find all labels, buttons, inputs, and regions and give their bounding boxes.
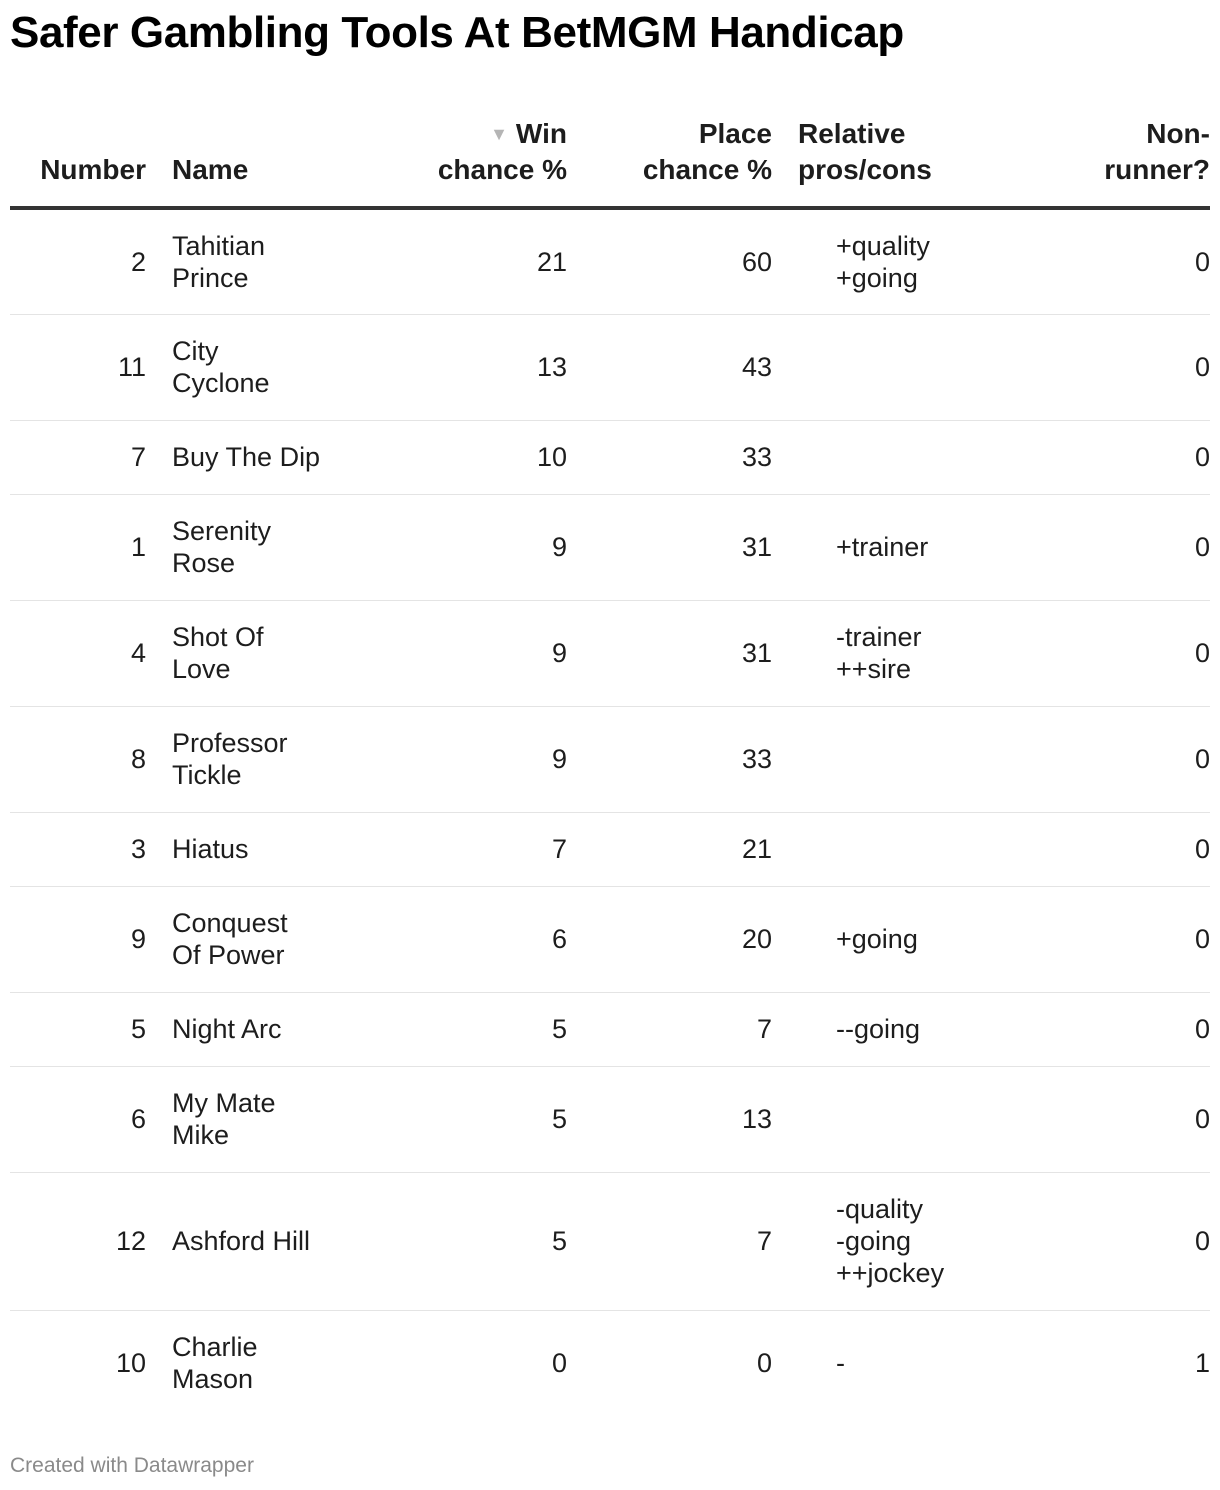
number-value: 10 — [115, 1348, 146, 1379]
cell-number — [10, 1310, 146, 1416]
name-line: Love — [172, 654, 231, 684]
cell-pros — [772, 600, 1022, 706]
cell-win — [370, 600, 567, 706]
cell-pros — [772, 314, 1022, 420]
cell-number — [10, 706, 146, 812]
cell-win — [370, 992, 567, 1066]
cell-nonrunner — [1022, 886, 1210, 992]
place-value: 7 — [756, 1226, 772, 1256]
cell-win — [370, 208, 567, 314]
cell-nonrunner — [1022, 600, 1210, 706]
cell-name — [146, 208, 370, 314]
column-header-place-line-2: chance % — [642, 154, 772, 185]
name-line: Buy The Dip — [172, 442, 321, 472]
column-header-win[interactable] — [370, 106, 567, 208]
win-value: 9 — [551, 532, 567, 562]
number-value: 3 — [130, 834, 146, 864]
win-value: 10 — [536, 442, 567, 472]
win-value: 5 — [551, 1226, 567, 1256]
place-value: 21 — [741, 834, 772, 864]
table-row — [10, 992, 1210, 1066]
table-row — [10, 1066, 1210, 1172]
cell-place — [567, 600, 772, 706]
nonrunner-value: 0 — [1194, 1226, 1210, 1256]
cell-number — [10, 1172, 146, 1310]
name-line: Shot Of — [172, 622, 264, 652]
cell-win — [370, 1066, 567, 1172]
place-value: 13 — [741, 1104, 772, 1134]
cell-name — [146, 992, 370, 1066]
nonrunner-value: 1 — [1194, 1348, 1210, 1379]
cell-name — [146, 314, 370, 420]
nonrunner-value: 0 — [1194, 834, 1210, 864]
column-header-place[interactable] — [567, 106, 772, 208]
win-value: 6 — [551, 924, 567, 954]
win-value: 9 — [551, 744, 567, 774]
cell-name — [146, 706, 370, 812]
number-value: 1 — [130, 532, 146, 562]
table-row — [10, 314, 1210, 420]
nonrunner-value: 0 — [1194, 1014, 1210, 1044]
column-header-place-line-1: Place — [698, 118, 772, 149]
win-value: 7 — [551, 834, 567, 864]
cell-place — [567, 992, 772, 1066]
cell-win — [370, 420, 567, 494]
table-row — [10, 420, 1210, 494]
cell-pros — [772, 706, 1022, 812]
cell-number — [10, 992, 146, 1066]
cell-place — [567, 208, 772, 314]
cell-win — [370, 886, 567, 992]
cell-win — [370, 812, 567, 886]
name-line: Tickle — [172, 760, 242, 790]
cell-place — [567, 812, 772, 886]
cell-number — [10, 208, 146, 314]
pros-line: --going — [836, 1014, 921, 1044]
cell-place — [567, 1066, 772, 1172]
nonrunner-value: 0 — [1194, 352, 1210, 382]
place-value: 33 — [741, 442, 772, 472]
column-header-win-line-1: Win — [515, 118, 567, 149]
pros-line: +trainer — [836, 532, 929, 562]
nonrunner-value: 0 — [1194, 1104, 1210, 1134]
cell-pros — [772, 494, 1022, 600]
cell-number — [10, 420, 146, 494]
cell-number — [10, 812, 146, 886]
cell-number — [10, 1066, 146, 1172]
number-value: 8 — [130, 744, 146, 774]
cell-name — [146, 1310, 370, 1416]
place-value: 60 — [741, 246, 772, 277]
column-header-pros-line-1: Relative — [798, 118, 906, 149]
pros-line: -going — [836, 1226, 912, 1256]
cell-number — [10, 494, 146, 600]
cell-nonrunner — [1022, 1172, 1210, 1310]
table-row — [10, 600, 1210, 706]
name-line: Ashford Hill — [172, 1226, 311, 1256]
cell-pros — [772, 208, 1022, 314]
cell-win — [370, 1310, 567, 1416]
column-header-name-line-1: Name — [172, 154, 249, 185]
table-header-row — [10, 106, 1210, 208]
table-row — [10, 886, 1210, 992]
cell-pros — [772, 420, 1022, 494]
cell-pros — [772, 886, 1022, 992]
nonrunner-value: 0 — [1194, 924, 1210, 954]
win-value: 5 — [551, 1014, 567, 1044]
name-line: Tahitian — [172, 230, 266, 261]
table-row — [10, 494, 1210, 600]
cell-place — [567, 494, 772, 600]
column-header-number-line-1: Number — [40, 154, 146, 185]
name-line: Conquest — [172, 908, 288, 938]
cell-place — [567, 706, 772, 812]
name-line: Hiatus — [172, 834, 249, 864]
cell-nonrunner — [1022, 706, 1210, 812]
cell-nonrunner — [1022, 314, 1210, 420]
cell-nonrunner — [1022, 494, 1210, 600]
name-line: Cyclone — [172, 368, 270, 398]
nonrunner-value: 0 — [1194, 638, 1210, 668]
pros-line: ++jockey — [836, 1258, 945, 1288]
pros-line: - — [836, 1348, 845, 1379]
cell-nonrunner — [1022, 992, 1210, 1066]
name-line: City — [172, 336, 219, 366]
column-header-win-line-2: chance % — [437, 154, 567, 185]
cell-place — [567, 314, 772, 420]
cell-place — [567, 886, 772, 992]
data-table — [10, 106, 1210, 1416]
cell-name — [146, 812, 370, 886]
place-value: 33 — [741, 744, 772, 774]
pros-line: -quality — [836, 1194, 924, 1224]
nonrunner-value: 0 — [1194, 744, 1210, 774]
cell-number — [10, 886, 146, 992]
column-header-name[interactable] — [146, 106, 370, 208]
win-value: 13 — [536, 352, 567, 382]
cell-nonrunner — [1022, 1310, 1210, 1416]
column-header-pros[interactable] — [772, 106, 1022, 208]
cell-nonrunner — [1022, 208, 1210, 314]
cell-win — [370, 494, 567, 600]
number-value: 7 — [130, 442, 146, 472]
cell-place — [567, 420, 772, 494]
name-line: Prince — [172, 262, 249, 293]
sort-descending-icon[interactable]: ▼ — [490, 124, 508, 144]
cell-name — [146, 886, 370, 992]
name-line: Mike — [172, 1120, 230, 1150]
place-value: 31 — [741, 532, 772, 562]
cell-pros — [772, 812, 1022, 886]
table-body — [10, 208, 1210, 1416]
table-row — [10, 812, 1210, 886]
column-header-number[interactable] — [10, 106, 146, 208]
name-line: Charlie — [172, 1332, 258, 1363]
nonrunner-value: 0 — [1194, 532, 1210, 562]
table-row — [10, 706, 1210, 812]
cell-pros — [772, 992, 1022, 1066]
cell-win — [370, 314, 567, 420]
nonrunner-value: 0 — [1194, 246, 1210, 277]
number-value: 9 — [130, 924, 146, 954]
number-value: 6 — [130, 1104, 146, 1134]
name-line: My Mate — [172, 1088, 276, 1118]
cell-pros — [772, 1172, 1022, 1310]
table-row — [10, 1310, 1210, 1416]
footer-credit[interactable]: Created with Datawrapper — [10, 1454, 254, 1477]
win-value: 21 — [536, 246, 567, 277]
cell-number — [10, 314, 146, 420]
place-value: 31 — [741, 638, 772, 668]
table-row — [10, 208, 1210, 314]
cell-name — [146, 1066, 370, 1172]
number-value: 11 — [117, 352, 146, 382]
number-value: 4 — [130, 638, 146, 668]
name-line: Professor — [172, 728, 288, 758]
cell-win — [370, 1172, 567, 1310]
cell-pros — [772, 1310, 1022, 1416]
pros-line: +going — [836, 262, 918, 293]
cell-number — [10, 600, 146, 706]
name-line: Rose — [172, 548, 236, 578]
cell-name — [146, 420, 370, 494]
cell-nonrunner — [1022, 812, 1210, 886]
number-value: 5 — [130, 1014, 146, 1044]
column-header-pros-line-2: pros/cons — [798, 154, 932, 185]
cell-name — [146, 494, 370, 600]
chart-title: Safer Gambling Tools At BetMGM Handicap — [10, 8, 904, 57]
pros-line: ++sire — [836, 654, 912, 684]
name-line: Of Power — [172, 940, 285, 970]
place-value: 0 — [756, 1348, 772, 1379]
column-header-nonrunner[interactable] — [1022, 106, 1210, 208]
pros-line: +going — [836, 924, 918, 954]
cell-nonrunner — [1022, 1066, 1210, 1172]
column-header-nonrunner-line-1: Non- — [1146, 118, 1210, 149]
place-value: 20 — [741, 924, 772, 954]
cell-place — [567, 1310, 772, 1416]
cell-win — [370, 706, 567, 812]
win-value: 9 — [551, 638, 567, 668]
cell-place — [567, 1172, 772, 1310]
column-header-nonrunner-line-2: runner? — [1104, 154, 1210, 185]
nonrunner-value: 0 — [1194, 442, 1210, 472]
cell-nonrunner — [1022, 420, 1210, 494]
number-value: 2 — [130, 246, 146, 277]
win-value: 0 — [551, 1348, 567, 1379]
cell-name — [146, 600, 370, 706]
pros-line: -trainer — [836, 622, 922, 652]
number-value: 12 — [115, 1226, 146, 1256]
win-value: 5 — [551, 1104, 567, 1134]
table-row — [10, 1172, 1210, 1310]
pros-line: +quality — [836, 230, 930, 261]
name-line: Night Arc — [172, 1014, 282, 1044]
name-line: Mason — [172, 1364, 254, 1395]
name-line: Serenity — [172, 516, 272, 546]
place-value: 7 — [756, 1014, 772, 1044]
cell-pros — [772, 1066, 1022, 1172]
place-value: 43 — [741, 352, 772, 382]
cell-name — [146, 1172, 370, 1310]
